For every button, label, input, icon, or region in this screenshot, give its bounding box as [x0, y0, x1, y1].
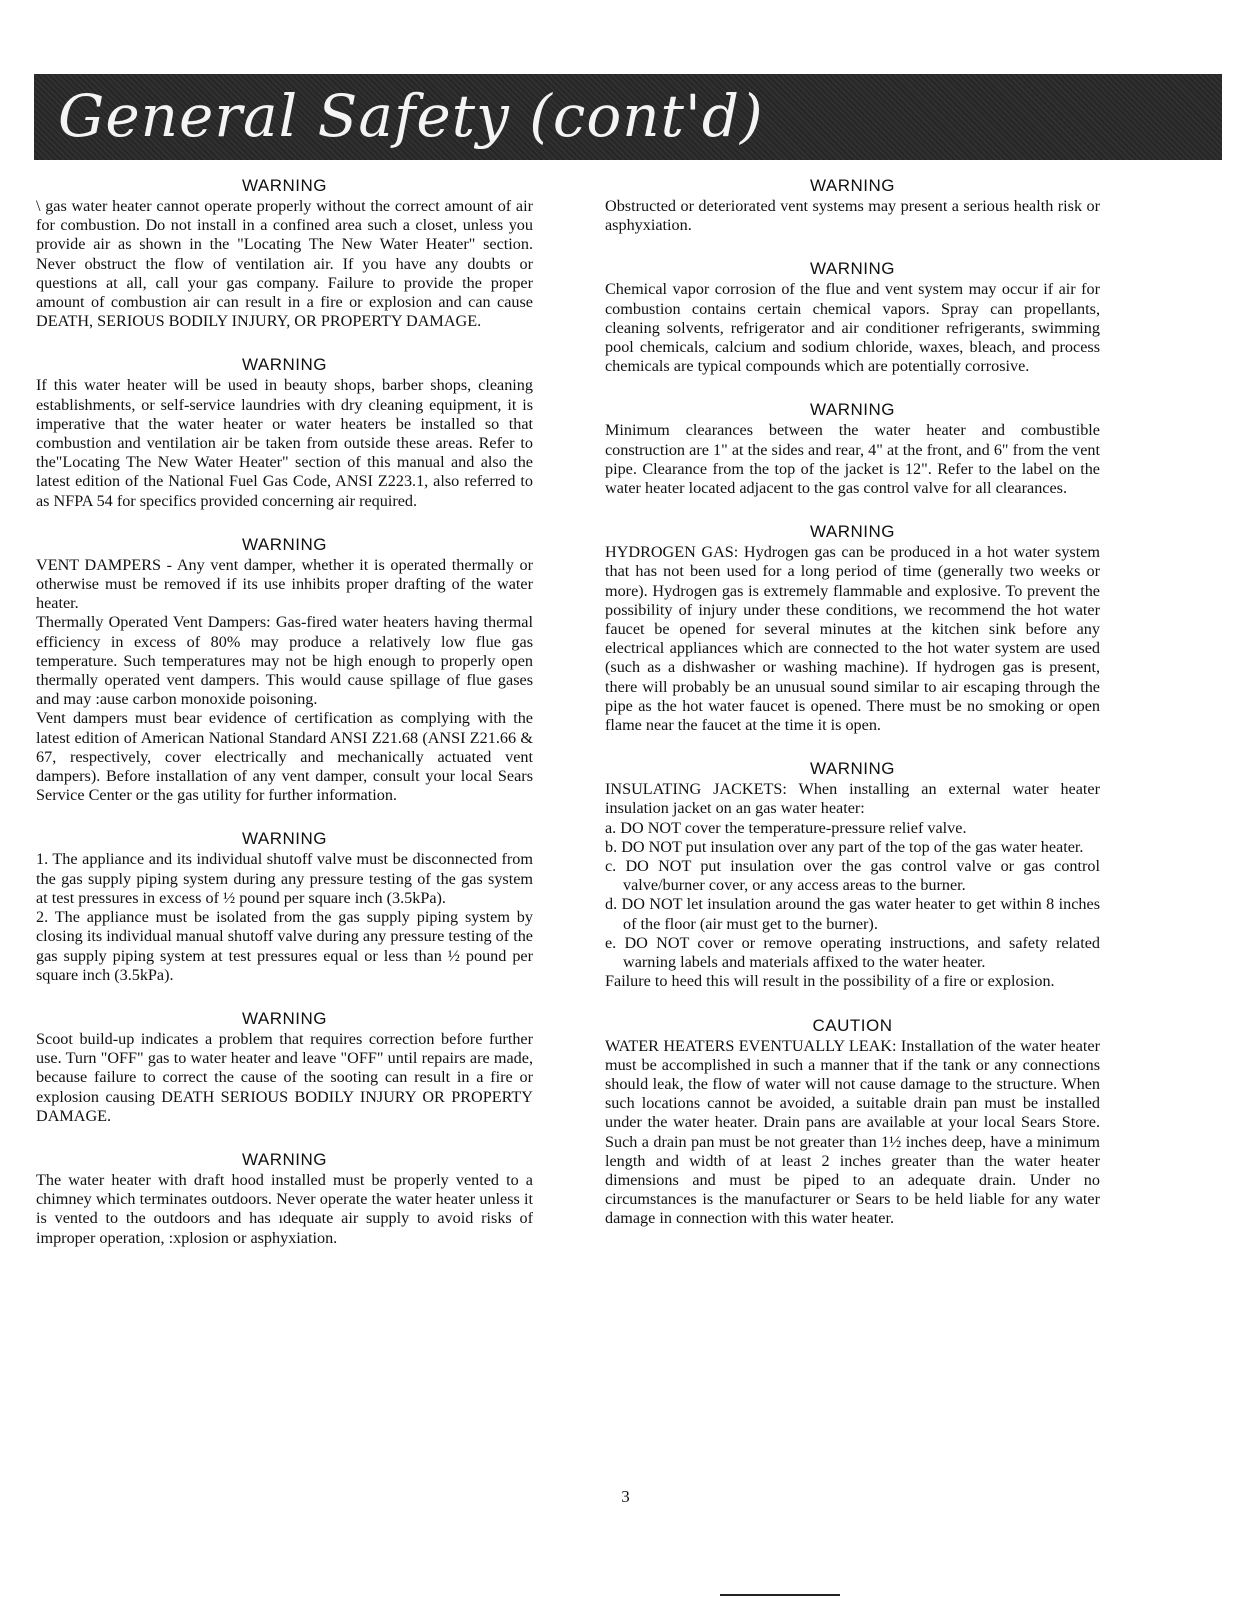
- warning-heading: WARNING: [809, 759, 896, 779]
- warning-pressure-testing: [36, 829, 533, 984]
- page-number: 3: [621, 1487, 630, 1506]
- caution-text: WATER HEATERS EVENTUALLY LEAK: Installation of the water heater must be accomplished in such a manner that if the tank or any connections should leak, the flow of water will not cause damage to the structure. When such locations cannot be avoided, a suitable drain pan must be installed under the water heater. Drain pans are available at your local Sears Store. Such a drain pan must be not greater than 1½ inches deep, have a minimum length and width of at least 2 inches greater than the water heater dimensions and must be piped to an adequate drain. Under no circumstances is the manufacturer or Sears to be held liable for any water damage in connection with this water heater.: [605, 1036, 1100, 1228]
- list-item: e. DO NOT cover or remove operating instructions, and safety related warning labels and materials affixed to the water heater.: [605, 933, 1100, 972]
- warning-draft-hood: [36, 1150, 533, 1248]
- section-banner: [34, 74, 1222, 160]
- warning-outro: Failure to heed this will result in the possibility of a fire or explosion.: [605, 972, 1055, 991]
- caution-leak: [605, 1016, 1100, 1229]
- list-item: b. DO NOT put insulation over any part of the top of the gas water heater.: [605, 837, 1084, 856]
- warning-heading: WARNING: [809, 259, 896, 279]
- right-column: [605, 176, 1100, 1253]
- warning-combustion-air: [36, 176, 533, 331]
- list-item: c. DO NOT put insulation over the gas control valve or gas control valve/burner cover, or any access areas to the burner.: [605, 857, 1100, 895]
- footer-rule: [720, 1594, 840, 1596]
- warning-insulating-jackets: [605, 759, 1100, 991]
- warning-heading: WARNING: [241, 1149, 328, 1169]
- warning-soot: [36, 1009, 533, 1126]
- warning-text: 1. The appliance and its individual shutoff valve must be disconnected from the gas supply piping system during any pressure testing of the gas system at test pressures in excess of ½ pound per square inch (3.5kPa).: [36, 850, 533, 907]
- warning-text: Chemical vapor corrosion of the flue and vent system may occur if air for combustion contains certain chemical vapors. Spray can propellants, cleaning solvents, refrigerator and air conditioner refrigerants, swimming pool chemicals, calcium and sodium chloride, waxes, bleach, and process chemicals are typical compounds which are potentially corrosive.: [605, 280, 1100, 376]
- warning-heading: WARNING: [241, 176, 328, 195]
- warning-text: Scoot build-up indicates a problem that requires correction before further use. Turn "OFF" gas to water heater and leave "OFF" until repairs are made, because failure to correct the cause of the sooting can result in a fire or explosion causing DEATH SERIOUS BODILY INJURY OR PROPERTY DAMAGE.: [36, 1029, 533, 1125]
- warning-heading: WARNING: [809, 400, 896, 420]
- warning-text: The water heater with draft hood installed must be properly vented to a chimney which terminates outdoors. Never operate the water heater unless it is vented to the outdoors and has ıdequate air supply to avoid risks of improper operation, :xplosion or asphyxiation.: [36, 1170, 533, 1247]
- warning-heading: WARNING: [241, 355, 328, 375]
- warning-heading: WARNING: [241, 534, 328, 554]
- warning-vent-dampers: [36, 535, 533, 806]
- warning-text: Obstructed or deteriorated vent systems may present a serious health risk or asphyxiation.: [605, 197, 1100, 235]
- warning-chemical-vapor: [605, 259, 1100, 376]
- warning-clearances: [605, 400, 1100, 498]
- warning-heading: WARNING: [809, 176, 896, 195]
- warning-heading: WARNING: [809, 522, 896, 542]
- warning-text: Thermally Operated Vent Dampers: Gas-fired water heaters having thermal efficiency in excess of 80% may produce a relatively low flue gas temperature. Such temperatures may not be high enough to properly open thermally operated vent dampers. This would cause spillage of flue gases and may :ause carbon monoxide poisoning.: [36, 613, 533, 709]
- list-item: d. DO NOT let insulation around the gas water heater to get within 8 inches of the floor (air must get to the burner).: [605, 895, 1100, 933]
- warning-list: [605, 819, 1100, 973]
- warning-text: \ gas water heater cannot operate properly without the correct amount of air for combustion. Do not install in a confined area such a closet, unless you provide air as shown in the "Locating The New Water Heater" section. Never obstruct the flow of ventilation air. If you have any doubts or questions at all, call your gas company. Failure to provide the proper amount of combustion air can result in a fire or explosion and can cause DEATH, SERIOUS BODILY INJURY, OR PROPERTY DAMAGE.: [36, 197, 533, 331]
- page-title: General Safety (cont'd): [58, 82, 764, 150]
- warning-heading: WARNING: [241, 1008, 328, 1028]
- list-item: a. DO NOT cover the temperature-pressure relief valve.: [605, 818, 967, 837]
- warning-heading: WARNING: [241, 829, 328, 849]
- left-column: [36, 176, 533, 1272]
- caution-heading: CAUTION: [812, 1015, 893, 1035]
- warning-text: If this water heater will be used in beauty shops, barber shops, cleaning establishments, or self-service laundries with dry cleaning equipment, it is imperative that the water heater or water heaters be installed so that combustion and ventilation air be taken from outside these areas. Refer to the"Locating The New Water Heater" section of this manual and also the latest edition of the National Fuel Gas Code, ANSI Z223.1, also referred to as NFPA 54 for specifics provided concerning air required.: [36, 376, 533, 510]
- warning-text: HYDROGEN GAS: Hydrogen gas can be produced in a hot water system that has not been used for a long period of time (generally two weeks or more). Hydrogen gas is extremely flammable and explosive. To prevent the possibility of injury under these conditions, we recommend the hot water faucet be opened for several minutes at the kitchen sink before any electrical appliances which are connected to the hot water system are used (such as a dishwasher or washing machine). If hydrogen gas is present, there will probably be an unusual sound similar to air escaping through the pipe as the hot water faucet is opened. There must be no smoking or open flame near the faucet at the time it is open.: [605, 543, 1100, 735]
- warning-text: 2. The appliance must be isolated from the gas supply piping system by closing its individual manual shutoff valve during any pressure testing of the gas supply piping system at test pressures equal or less than ½ pound per square inch (3.5kPa).: [36, 908, 533, 984]
- warning-hydrogen-gas: [605, 522, 1100, 735]
- warning-text: Minimum clearances between the water heater and combustible construction are 1" at the sides and rear, 4" at the front, and 6" from the vent pipe. Clearance from the top of the jacket is 12". Refer to the label on the water heater located adjacent to the gas control valve for all clearances.: [605, 421, 1100, 498]
- warning-vent-systems: [605, 176, 1100, 235]
- warning-text: VENT DAMPERS - Any vent damper, whether it is operated thermally or otherwise must be removed if its use inhibits proper drafting of the water heater.: [36, 555, 533, 613]
- warning-text: Vent dampers must bear evidence of certification as complying with the latest edition of American National Standard ANSI Z21.68 (ANSI Z21.66 & 67, respectively, cover electrically and mechanically actuated vent dampers). Before installation of any vent damper, consult your local Sears Service Center or the gas utility for further information.: [36, 709, 533, 805]
- warning-intro: INSULATING JACKETS: When installing an external water heater insulation jacket on an gas water heater:: [605, 780, 1100, 818]
- warning-beauty-shops: [36, 355, 533, 510]
